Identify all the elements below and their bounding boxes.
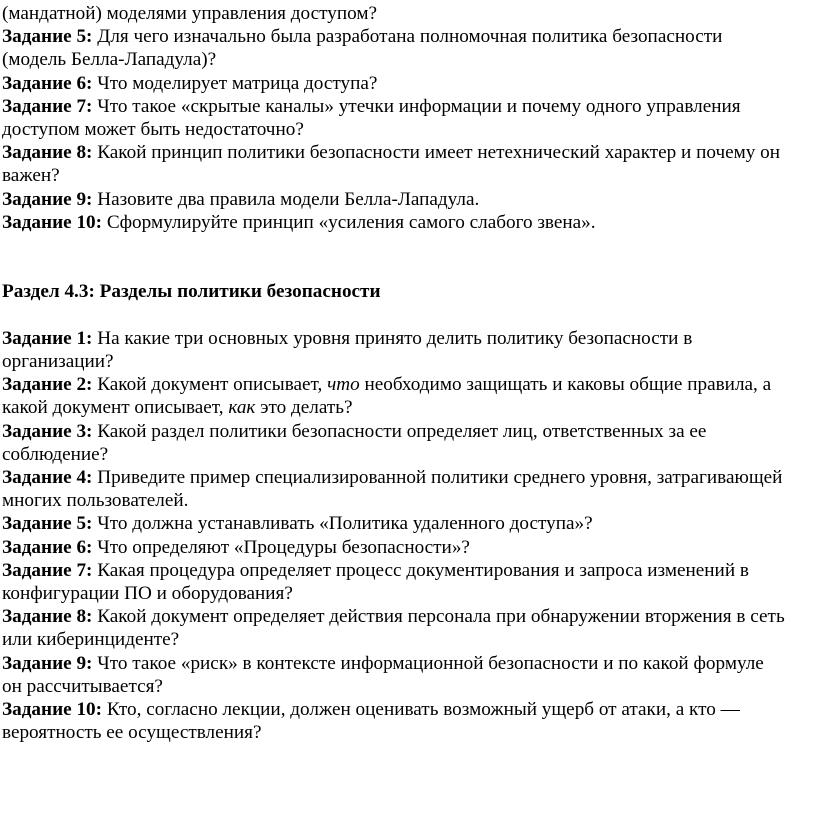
task-text: Что такое «скрытые каналы» утечки информации и почему одного управления: [92, 95, 741, 117]
task-text-cont: соблюдение?: [2, 443, 109, 465]
emphasis-how: как: [228, 397, 256, 419]
task-text: необходимо защищать и каковы общие правила, а: [359, 374, 772, 396]
task-label: Задание 8:: [2, 606, 93, 628]
task-text-cont: вероятность ее осуществления?: [2, 722, 262, 744]
task-label: Задание 5:: [2, 26, 93, 48]
task-label: Задание 9:: [2, 652, 93, 674]
task-text: Что моделирует матрица доступа?: [92, 72, 378, 94]
task-text: Какой принцип политики безопасности имеет нетехнический характер и почему он: [92, 142, 781, 164]
task-label: Задание 5:: [2, 513, 93, 535]
task-label: Задание 6:: [2, 536, 93, 558]
task-10: [2, 698, 814, 744]
task-text: Приведите пример специализированной политики среднего уровня, затрагивающей: [92, 467, 783, 489]
task-9: [2, 652, 814, 698]
task-label: Задание 2:: [2, 374, 93, 396]
task-4: [2, 466, 814, 512]
task-text-cont: (модель Белла-Лападула)?: [2, 49, 217, 71]
task-label: Задание 8:: [2, 142, 93, 164]
task-text: Сформулируйте принцип «усиления самого слабого звена».: [102, 211, 596, 233]
task-text: Что такое «риск» в контексте информационной безопасности и по какой формуле: [92, 652, 764, 674]
task-text-cont: он рассчитывается?: [2, 675, 163, 697]
task-label: Задание 1:: [2, 327, 93, 349]
task-3: [2, 420, 814, 466]
task-9-prev: [2, 188, 814, 211]
task-8: [2, 605, 814, 651]
task-text-cont: организации?: [2, 351, 114, 373]
task-5: [2, 512, 814, 535]
spacer: [2, 234, 814, 280]
task-text-cont: важен?: [2, 165, 60, 187]
task-label: Задание 3:: [2, 420, 93, 442]
task-10-prev: [2, 211, 814, 234]
document-page: [2, 2, 814, 744]
task-text-cont: конфигурации ПО и оборудования?: [2, 583, 293, 605]
task-text: Какой раздел политики безопасности определяет лиц, ответственных за ее: [92, 420, 707, 442]
task-text-cont: или киберинциденте?: [2, 629, 180, 651]
section-heading: Раздел 4.3: Разделы политики безопасности: [2, 281, 381, 303]
task-label: Задание 6:: [2, 72, 93, 94]
task-label: Задание 7:: [2, 95, 93, 117]
task-7: [2, 559, 814, 605]
task-text-cont: доступом может быть недостаточно?: [2, 119, 304, 141]
task-1: [2, 327, 814, 373]
task-label: Задание 9:: [2, 188, 93, 210]
task-5-prev: [2, 25, 814, 71]
task-text: Для чего изначально была разработана полномочная политика безопасности: [92, 26, 723, 48]
task-text: Кто, согласно лекции, должен оценивать возможный ущерб от атаки, а кто —: [102, 699, 740, 721]
task-7-prev: [2, 95, 814, 141]
task-text: Что определяют «Процедуры безопасности»?: [92, 536, 470, 558]
task-text: Какой документ описывает,: [92, 374, 328, 396]
task-label: Задание 7:: [2, 559, 93, 581]
task-label: Задание 10:: [2, 211, 103, 233]
task-label: Задание 4:: [2, 467, 93, 489]
task-text: На какие три основных уровня принято делить политику безопасности в: [92, 327, 693, 349]
task-label: Задание 10:: [2, 699, 103, 721]
task-text: Какая процедура определяет процесс документирования и запроса изменений в: [92, 559, 749, 581]
emphasis-what: что: [327, 374, 360, 396]
task-8-prev: [2, 141, 814, 187]
task-2: [2, 373, 814, 419]
task-6: [2, 536, 814, 559]
task-text: Какой документ определяет действия персонала при обнаружении вторжения в сеть: [92, 606, 785, 628]
task-text: Назовите два правила модели Белла-Лападула.: [92, 188, 480, 210]
intro-line: (мандатной) моделями управления доступом?: [2, 3, 377, 24]
task-text-cont: какой документ описывает,: [2, 397, 229, 419]
task-6-prev: [2, 72, 814, 95]
task-text-cont: многих пользователей.: [2, 490, 189, 512]
task-text-cont: это делать?: [255, 397, 353, 419]
task-text: Что должна устанавливать «Политика удаленного доступа»?: [92, 513, 593, 535]
spacer: [2, 304, 814, 327]
